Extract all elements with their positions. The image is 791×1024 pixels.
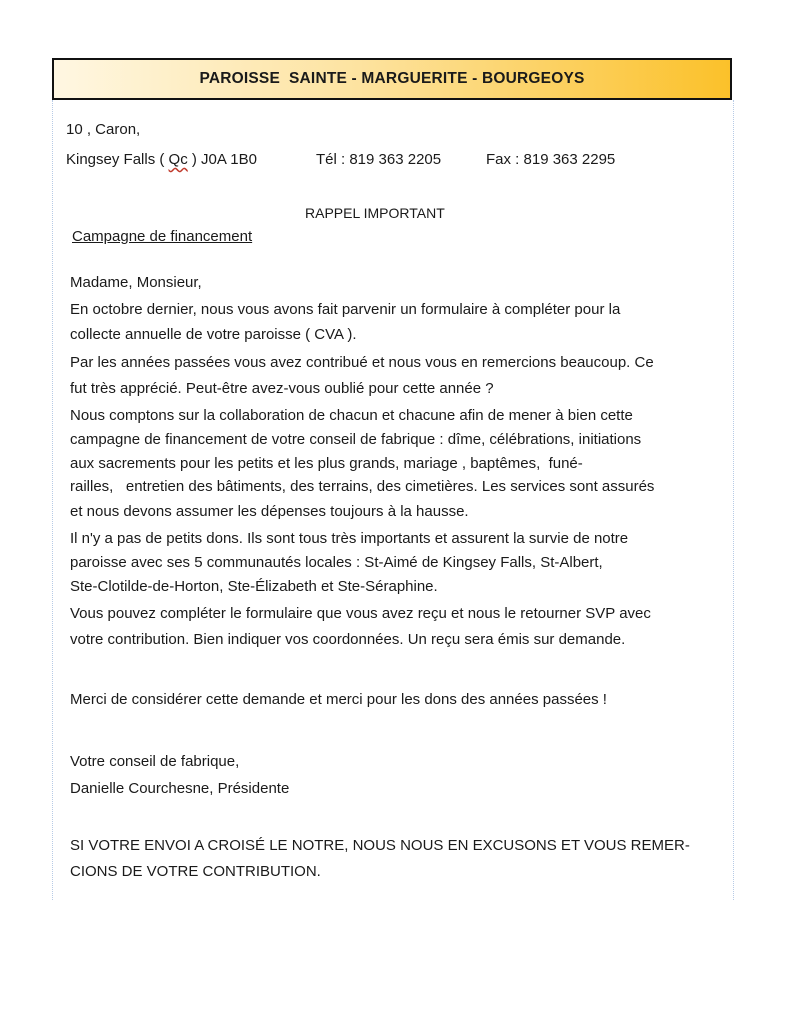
footer-line: CIONS DE VOTRE CONTRIBUTION.	[70, 863, 321, 880]
province: Qc	[168, 151, 188, 168]
address-street: 10 , Caron,	[66, 121, 141, 138]
body-line: paroisse avec ses 5 communautés locales : St-Aimé de Kingsey Falls, St-Albert,	[70, 554, 603, 571]
footer-line: SI VOTRE ENVOI A CROISÉ LE NOTRE, NOUS NOUS EN EXCUSONS ET VOUS REMER-	[70, 837, 690, 854]
body-line: aux sacrements pour les petits et les plus grands, mariage , baptêmes, funé-	[70, 455, 583, 472]
salutation: Madame, Monsieur,	[70, 274, 202, 291]
body-line: et nous devons assumer les dépenses toujours à la hausse.	[70, 503, 469, 520]
body-line: Ste-Clotilde-de-Horton, Ste-Élizabeth et Ste-Séraphine.	[70, 578, 438, 595]
closing: Votre conseil de fabrique,	[70, 753, 240, 770]
subject: RAPPEL IMPORTANT	[305, 205, 445, 221]
body-line: collecte annuelle de votre paroisse ( CVA ).	[70, 326, 357, 343]
body-line: Par les années passées vous avez contribué et nous vous en remercions beaucoup. Ce	[70, 354, 654, 371]
thanks-line: Merci de considérer cette demande et merci pour les dons des années passées !	[70, 691, 607, 708]
fax: Fax : 819 363 2295	[486, 151, 616, 168]
body-line: En octobre dernier, nous vous avons fait parvenir un formulaire à compléter pour la	[70, 301, 621, 318]
header-banner	[52, 58, 732, 100]
phone: Tél : 819 363 2205	[316, 151, 442, 168]
address-city	[66, 151, 257, 169]
body-line: votre contribution. Bien indiquer vos coordonnées. Un reçu sera émis sur demande.	[70, 631, 626, 648]
body-line: Vous pouvez compléter le formulaire que vous avez reçu et nous le retourner SVP avec	[70, 605, 651, 622]
body-line: Nous comptons sur la collaboration de chacun et chacune afin de mener à bien cette	[70, 407, 633, 424]
signature: Danielle Courchesne, Présidente	[70, 780, 290, 797]
city-suffix: ) J0A 1B0	[187, 151, 257, 168]
body-line: railles, entretien des bâtiments, des terrains, des cimetières. Les services sont assurés	[70, 478, 655, 495]
campaign-title: Campagne de financement	[72, 228, 253, 245]
parish-title: PAROISSE SAINTE - MARGUERITE - BOURGEOYS	[199, 70, 585, 87]
body-line: fut très apprécié. Peut-être avez-vous oublié pour cette année ?	[70, 380, 494, 397]
body-line: campagne de financement de votre conseil de fabrique : dîme, célébrations, initiations	[70, 431, 642, 448]
body-line: Il n'y a pas de petits dons. Ils sont tous très importants et assurent la survie de notre	[70, 530, 629, 547]
city-prefix: Kingsey Falls (	[66, 151, 169, 168]
